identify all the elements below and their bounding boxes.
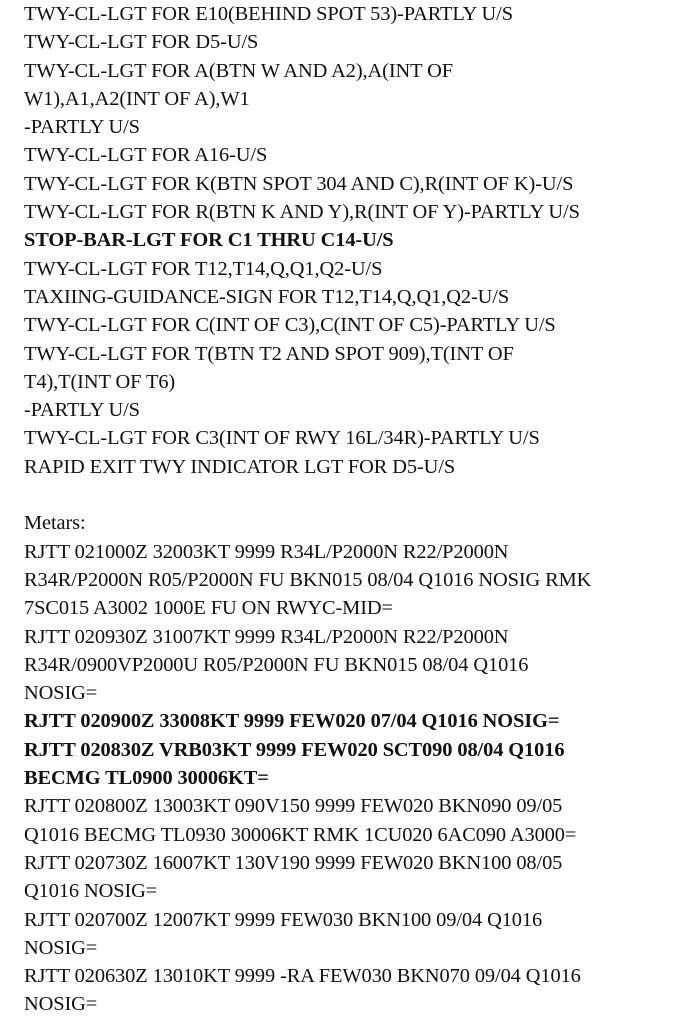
notam-line: TWY-CL-LGT FOR C(INT OF C3),C(INT OF C5)-PARTLY U/S [24, 314, 556, 337]
notam-line: STOP-BAR-LGT FOR C1 THRU C14-U/S [24, 229, 394, 252]
notam-section [24, 0, 684, 481]
metar-line: RJTT 020730Z 16007KT 130V190 9999 FEW020 BKN100 08/05 [24, 851, 563, 874]
notam-line: TWY-CL-LGT FOR K(BTN SPOT 304 AND C),R(INT OF K)-U/S [24, 172, 574, 195]
notam-line: T4),T(INT OF T6) [24, 370, 176, 393]
metar-line: RJTT 020830Z VRB03KT 9999 FEW020 SCT090 08/04 Q1016 [24, 738, 565, 761]
metar-line: R34R/P2000N R05/P2000N FU BKN015 08/04 Q1016 NOSIG RMK [24, 568, 592, 591]
notam-line: TWY-CL-LGT FOR C3(INT OF RWY 16L/34R)-PARTLY U/S [24, 427, 540, 450]
notam-line: TWY-CL-LGT FOR A16-U/S [24, 144, 268, 167]
notam-line: TWY-CL-LGT FOR T12,T14,Q,Q1,Q2-U/S [24, 257, 383, 280]
notam-line: RAPID EXIT TWY INDICATOR LGT FOR D5-U/S [24, 455, 456, 478]
metar-section [24, 538, 684, 1019]
notam-line: -PARTLY U/S [24, 116, 140, 139]
metars-heading: Metars: [24, 512, 86, 535]
metar-line: NOSIG= [24, 682, 98, 705]
notam-line: -PARTLY U/S [24, 399, 140, 422]
metar-line: RJTT 021000Z 32003KT 9999 R34L/P2000N R22/P2000N [24, 540, 509, 563]
section-gap [24, 481, 684, 509]
metar-line: Q1016 NOSIG= [24, 880, 158, 903]
metar-line: RJTT 020630Z 13010KT 9999 -RA FEW030 BKN070 09/04 Q1016 [24, 965, 581, 988]
metar-line: NOSIG= [24, 936, 98, 959]
notam-line: TWY-CL-LGT FOR D5-U/S [24, 31, 259, 54]
notam-line: TAXIING-GUIDANCE-SIGN FOR T12,T14,Q,Q1,Q2-U/S [24, 285, 510, 308]
metar-line: R34R/0900VP2000U R05/P2000N FU BKN015 08/04 Q1016 [24, 653, 529, 676]
notam-line: W1),A1,A2(INT OF A),W1 [24, 87, 250, 110]
metar-line: BECMG TL0900 30006KT= [24, 767, 269, 790]
metar-line: RJTT 020700Z 12007KT 9999 FEW030 BKN100 09/04 Q1016 [24, 908, 543, 931]
metar-line: NOSIG= [24, 993, 98, 1016]
metar-line: RJTT 020930Z 31007KT 9999 R34L/P2000N R22/P2000N [24, 625, 509, 648]
notam-line: TWY-CL-LGT FOR T(BTN T2 AND SPOT 909),T(INT OF [24, 342, 514, 365]
metar-line: RJTT 020900Z 33008KT 9999 FEW020 07/04 Q1016 NOSIG= [24, 710, 560, 733]
metar-line: Q1016 BECMG TL0930 30006KT RMK 1CU020 6AC090 A3000= [24, 823, 577, 846]
notam-line: TWY-CL-LGT FOR E10(BEHIND SPOT 53)-PARTLY U/S [24, 3, 513, 25]
notam-line: TWY-CL-LGT FOR A(BTN W AND A2),A(INT OF [24, 59, 454, 82]
metar-line: RJTT 020800Z 13003KT 090V150 9999 FEW020 BKN090 09/05 [24, 795, 563, 818]
notam-line: TWY-CL-LGT FOR R(BTN K AND Y),R(INT OF Y)-PARTLY U/S [24, 201, 580, 224]
document-body [24, 0, 684, 1019]
metar-line: 7SC015 A3002 1000E FU ON RWYC-MID= [24, 597, 393, 620]
